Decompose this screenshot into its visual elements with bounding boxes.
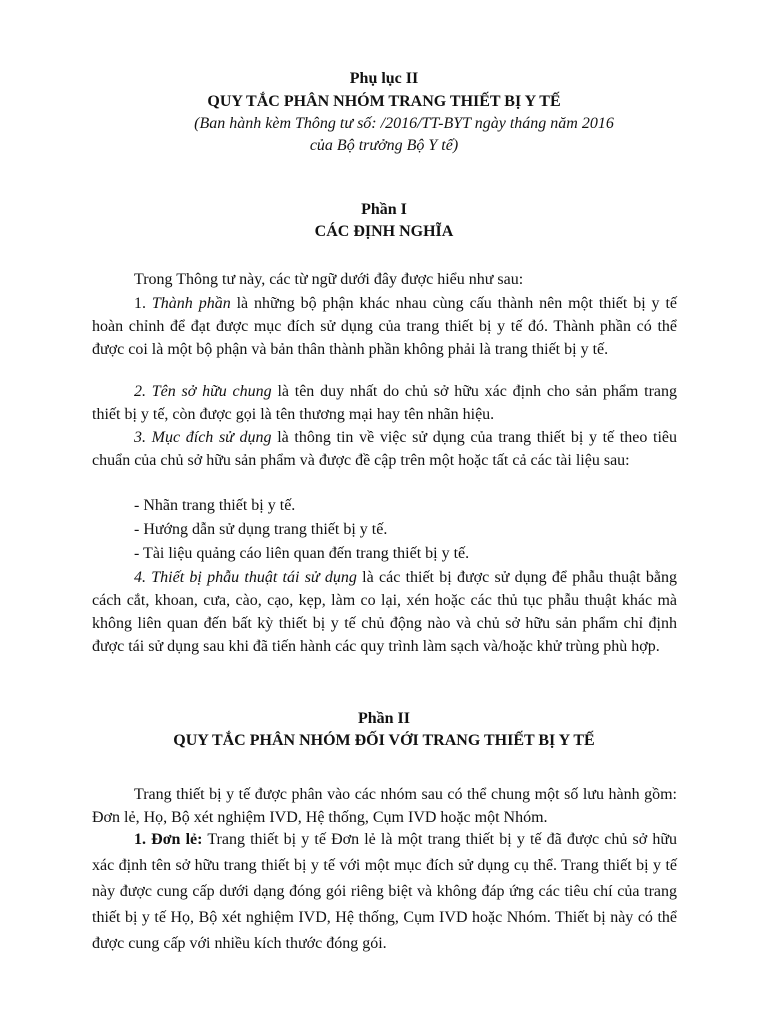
definition-2-text: là tên duy nhất do chủ sở hữu xác định cho sản phẩm trang thiết bị y tế, còn được gọi là tên thương mại hay tên nhãn hiệu. bbox=[92, 383, 678, 423]
appendix-title: QUY TẮC PHÂN NHÓM TRANG THIẾT BỊ Y TẾ bbox=[207, 93, 561, 110]
part2-item-1-text: Trang thiết bị y tế Đơn lẻ là một trang thiết bị y tế đã được chủ sở hữu xác định tên sở hữu trang thiết bị y tế với một mục đích sử dụng cụ thể. Trang thiết bị y tế này được cung cấp dưới dạng đóng gói riêng biệt và không đáp ứng các tiêu chí của trang thiết bị y tế Họ, Bộ xét nghiệm IVD, Hệ thống, Cụm IVD hoặc Nhóm. Thiết bị này có thể được cung cấp với nhiều kích thước đóng gói. bbox=[92, 831, 677, 952]
definition-4-term: 4. Thiết bị phẫu thuật tái sử dụng bbox=[134, 569, 357, 586]
definition-3 bbox=[92, 426, 677, 472]
part1-title: CÁC ĐỊNH NGHĨA bbox=[314, 223, 454, 240]
part1-intro: Trong Thông tư này, các từ ngữ dưới đây được hiểu như sau: bbox=[134, 271, 524, 288]
appendix-subtitle-line2: của Bộ trưởng Bộ Y tế) bbox=[309, 137, 459, 154]
part2-intro: Trang thiết bị y tế được phân vào các nhóm sau có thể chung một số lưu hành gồm: Đơn lẻ, Họ, Bộ xét nghiệm IVD, Hệ thống, Cụm IVD hoặc một Nhóm. bbox=[92, 786, 677, 826]
definition-1-number: 1. bbox=[134, 295, 152, 312]
definition-3-term: 3. Mục đích sử dụng bbox=[134, 429, 272, 446]
appendix-subtitle-line1: (Ban hành kèm Thông tư số: /2016/TT-BYT ngày tháng năm 2016 bbox=[194, 115, 614, 132]
part1-label: Phần I bbox=[361, 201, 407, 218]
definition-3-text: là thông tin về việc sử dụng của trang thiết bị y tế theo tiêu chuẩn của chủ sở hữu sản phẩm và được đề cập trên một hoặc tất cả các tài liệu sau: bbox=[92, 429, 677, 469]
part2-item-1 bbox=[92, 827, 677, 957]
list-item: - Hướng dẫn sử dụng trang thiết bị y tế. bbox=[134, 521, 388, 538]
list-item: - Tài liệu quảng cáo liên quan đến trang thiết bị y tế. bbox=[134, 545, 470, 562]
definition-4-text: là các thiết bị được sử dụng để phẫu thuật bằng cách cắt, khoan, cưa, cào, cạo, kẹp, làm co lại, xén hoặc các thủ tục phẫu thuật khác mà không liên quan đến bất kỳ thiết bị y tế chủ động nào và chủ sở hữu sản phẩm chỉ định được tái sử dụng sau khi đã tiến hành các quy trình làm sạch và/hoặc khử trùng phù hợp. bbox=[92, 569, 677, 655]
part2-label: Phần II bbox=[357, 710, 411, 727]
part2-item-1-term: 1. Đơn lẻ: bbox=[134, 831, 203, 848]
part2-title: QUY TẮC PHÂN NHÓM ĐỐI VỚI TRANG THIẾT BỊ Y TẾ bbox=[173, 732, 595, 749]
definition-1 bbox=[92, 292, 677, 361]
definition-1-text: là những bộ phận khác nhau cùng cấu thành nên một thiết bị y tế hoàn chỉnh để đạt được mục đích sử dụng của trang thiết bị y tế đó. Thành phần có thể được coi là một bộ phận và bản thân thành phần không phải là trang thiết bị y tế. bbox=[92, 295, 678, 358]
list-item: - Nhãn trang thiết bị y tế. bbox=[134, 497, 296, 514]
appendix-label: Phụ lục II bbox=[349, 70, 419, 87]
definition-4 bbox=[92, 566, 677, 658]
definition-2 bbox=[92, 380, 677, 426]
definition-2-term: 2. Tên sở hữu chung bbox=[134, 383, 272, 400]
definition-1-term: Thành phần bbox=[151, 295, 231, 312]
